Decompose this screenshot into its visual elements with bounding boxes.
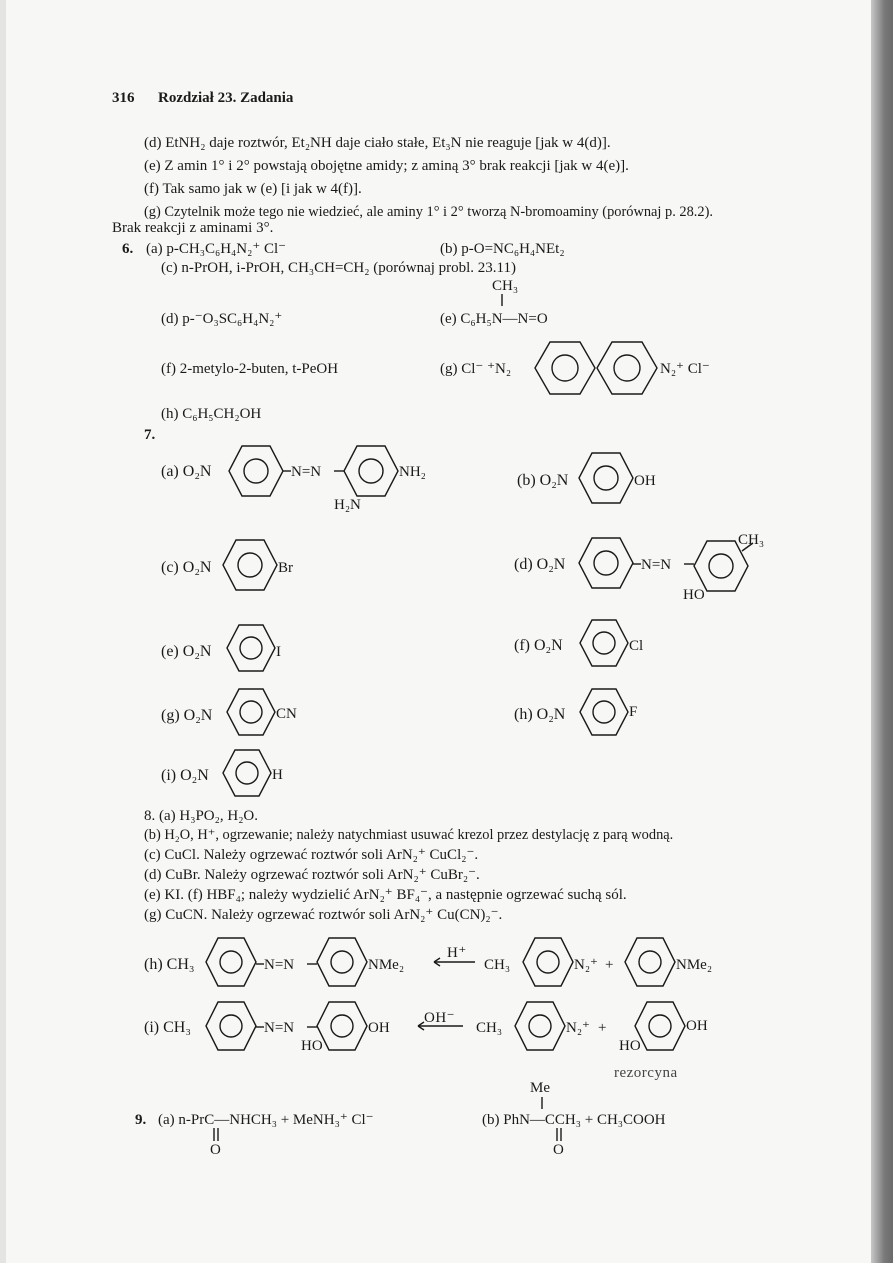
answer-7g-left: (g) O₂N [161, 707, 213, 724]
answer-6a: (a) p-CH₃C₆H₄N₂⁺ Cl⁻ [146, 241, 287, 257]
answer-8d: (d) CuBr. Należy ogrzewać roztwór soli ArN₂⁺ CuBr₂⁻. [144, 867, 480, 883]
answer-7b-left: (b) O₂N [517, 472, 569, 489]
answer-6d: (d) p-⁻O₃SC₆H₄N₂⁺ [161, 311, 283, 327]
answer-6c: (c) n-PrOH, i-PrOH, CH₃CH=CH₂ (porównaj probl. 23.11) [161, 260, 516, 276]
answer-8i-r1: CH₃ [476, 1020, 503, 1036]
answer-7g-right: CN [276, 706, 297, 722]
methyl-bond-line [500, 294, 504, 308]
answer-7e-right: I [276, 644, 281, 660]
plus-sign: + [605, 957, 614, 973]
answer-8c: (c) CuCl. Należy ogrzewać roztwór soli ArN₂⁺ CuCl₂⁻. [144, 847, 479, 863]
benzene-ring-icon [578, 537, 634, 589]
chapter-title: Rozdział 23. Zadania [158, 90, 294, 106]
answer-7f-right: Cl [629, 638, 644, 654]
bond-line [633, 562, 641, 566]
answer-9b-oxygen: O [553, 1142, 564, 1158]
answer-8i-left: (i) CH₃ [144, 1019, 191, 1036]
benzene-ring-icon [226, 624, 276, 672]
problem-number-6: 6. [122, 241, 134, 257]
answer-7d-left: (d) O₂N [514, 556, 566, 573]
methyl-bond-line [540, 1097, 544, 1111]
benzene-ring-icon [228, 445, 284, 497]
answer-9b: (b) PhN—CCH₃ + CH₃COOH [482, 1112, 666, 1128]
answer-7a-right: NH₂ [399, 464, 426, 480]
answer-6h: (h) C₆H₅CH₂OH [161, 406, 262, 422]
answer-7e-left: (e) O₂N [161, 643, 212, 660]
benzene-ring-icon [205, 937, 257, 987]
answer-7d-hydroxy: HO [683, 587, 705, 603]
compound-name-resorcinol: rezorcyna [614, 1065, 678, 1081]
answer-8g: (g) CuCN. Należy ogrzewać roztwór soli ArN₂⁺ Cu(CN)₂⁻. [144, 907, 503, 923]
answer-8h-left: (h) CH₃ [144, 956, 195, 973]
answer-9b-methyl: Me [530, 1080, 550, 1096]
answer-8h-right: NMe₂ [368, 957, 405, 973]
plus-sign: + [598, 1020, 607, 1036]
answer-7c-right: Br [278, 560, 293, 576]
answer-8a: 8. (a) H₃PO₂, H₂O. [144, 808, 259, 824]
answer-8i-hydroxy: HO [301, 1038, 323, 1054]
reaction-8h-catalyst: H⁺ [447, 945, 467, 961]
answer-6e: (e) C₆H₅N—N=O [440, 311, 548, 327]
answer-8i-r1-diazonium: N₂⁺ [566, 1020, 590, 1036]
carbonyl-double-bond [212, 1128, 220, 1142]
benzene-ring-icon [226, 688, 276, 736]
answer-7d-azo: N=N [641, 557, 672, 573]
benzene-ring-icon [624, 937, 676, 987]
answer-9a-oxygen: O [210, 1142, 221, 1158]
answer-8h-r1-diazonium: N₂⁺ [574, 957, 598, 973]
answer-7a-amine: H₂N [334, 497, 361, 513]
arrow-left-icon [432, 957, 476, 967]
answer-9a: (a) n-PrC—NHCH₃ + MeNH₃⁺ Cl⁻ [158, 1112, 374, 1128]
bond-line [256, 962, 264, 966]
answer-8i-right: OH [368, 1020, 390, 1036]
book-spine-shadow [871, 0, 893, 1263]
arrow-left-icon [416, 1021, 464, 1031]
answer-7h-right: F [629, 704, 638, 720]
answer-7f-left: (f) O₂N [514, 637, 563, 654]
answer-6f: (f) 2-metylo-2-buten, t-PeOH [161, 361, 339, 377]
benzene-ring-icon [316, 937, 368, 987]
answer-5g-cont: Brak reakcji z aminami 3°. [112, 220, 274, 236]
answer-6g-left: (g) Cl⁻ ⁺N₂ [440, 361, 512, 377]
benzene-ring-icon [522, 937, 574, 987]
benzene-ring-icon [634, 1001, 686, 1051]
answer-8i-azo: N=N [264, 1020, 295, 1036]
answer-8h-azo: N=N [264, 957, 295, 973]
benzene-ring-icon [534, 341, 596, 395]
benzene-ring-icon [205, 1001, 257, 1051]
benzene-ring-icon [579, 688, 629, 736]
answer-7h-left: (h) O₂N [514, 706, 566, 723]
answer-7a-left: (a) O₂N [161, 463, 212, 480]
answer-8i-r2: OH [686, 1018, 708, 1034]
answer-7c-left: (c) O₂N [161, 559, 212, 576]
answer-5g: (g) Czytelnik może tego nie wiedzieć, ale aminy 1° i 2° tworzą N-bromoaminy (porównaj p. 28.2). [144, 204, 713, 220]
benzene-ring-icon [316, 1001, 368, 1051]
problem-number-7: 7. [144, 427, 156, 443]
answer-8h-r1: CH₃ [484, 957, 511, 973]
answer-5f: (f) Tak samo jak w (e) [i jak w 4(f)]. [144, 181, 362, 197]
answer-8i-r2-hydroxy: HO [619, 1038, 641, 1054]
bond-line [256, 1025, 264, 1029]
answer-8b: (b) H₂O, H⁺, ogrzewanie; należy natychmiast usuwać krezol przez destylację z parą wodną. [144, 827, 674, 843]
answer-7i-left: (i) O₂N [161, 767, 209, 784]
benzene-ring-icon [343, 445, 399, 497]
answer-6e-methyl: CH₃ [492, 278, 519, 294]
answer-8h-r2: NMe₂ [676, 957, 713, 973]
problem-number-9: 9. [135, 1112, 147, 1128]
answer-7d-methyl: CH₃ [738, 532, 765, 548]
benzene-ring-icon [222, 749, 272, 797]
page-number: 316 [112, 90, 135, 106]
answer-7a-azo: N=N [291, 464, 322, 480]
answer-6b: (b) p-O=NC₆H₄NEt₂ [440, 241, 565, 257]
carbonyl-double-bond [555, 1128, 563, 1142]
benzene-ring-icon [596, 341, 658, 395]
answer-7i-right: H [272, 767, 283, 783]
bond-line [283, 469, 291, 473]
answer-5d: (d) EtNH₂ daje roztwór, Et₂NH daje ciało stałe, Et₃N nie reaguje [jak w 4(d)]. [144, 135, 611, 151]
reaction-8i-catalyst: OH⁻ [424, 1010, 456, 1026]
answer-7b-right: OH [634, 473, 656, 489]
answer-5e: (e) Z amin 1° i 2° powstają obojętne amidy; z aminą 3° brak reakcji [jak w 4(e)]. [144, 158, 629, 174]
benzene-ring-icon [222, 539, 278, 591]
page-left-edge [0, 0, 6, 1263]
benzene-ring-icon [579, 619, 629, 667]
benzene-ring-icon [578, 452, 634, 504]
answer-6g-right: N₂⁺ Cl⁻ [660, 361, 710, 377]
benzene-ring-icon [514, 1001, 566, 1051]
answer-8e: (e) KI. (f) HBF₄; należy wydzielić ArN₂⁺ BF₄⁻, a następnie ogrzewać suchą sól. [144, 887, 627, 903]
